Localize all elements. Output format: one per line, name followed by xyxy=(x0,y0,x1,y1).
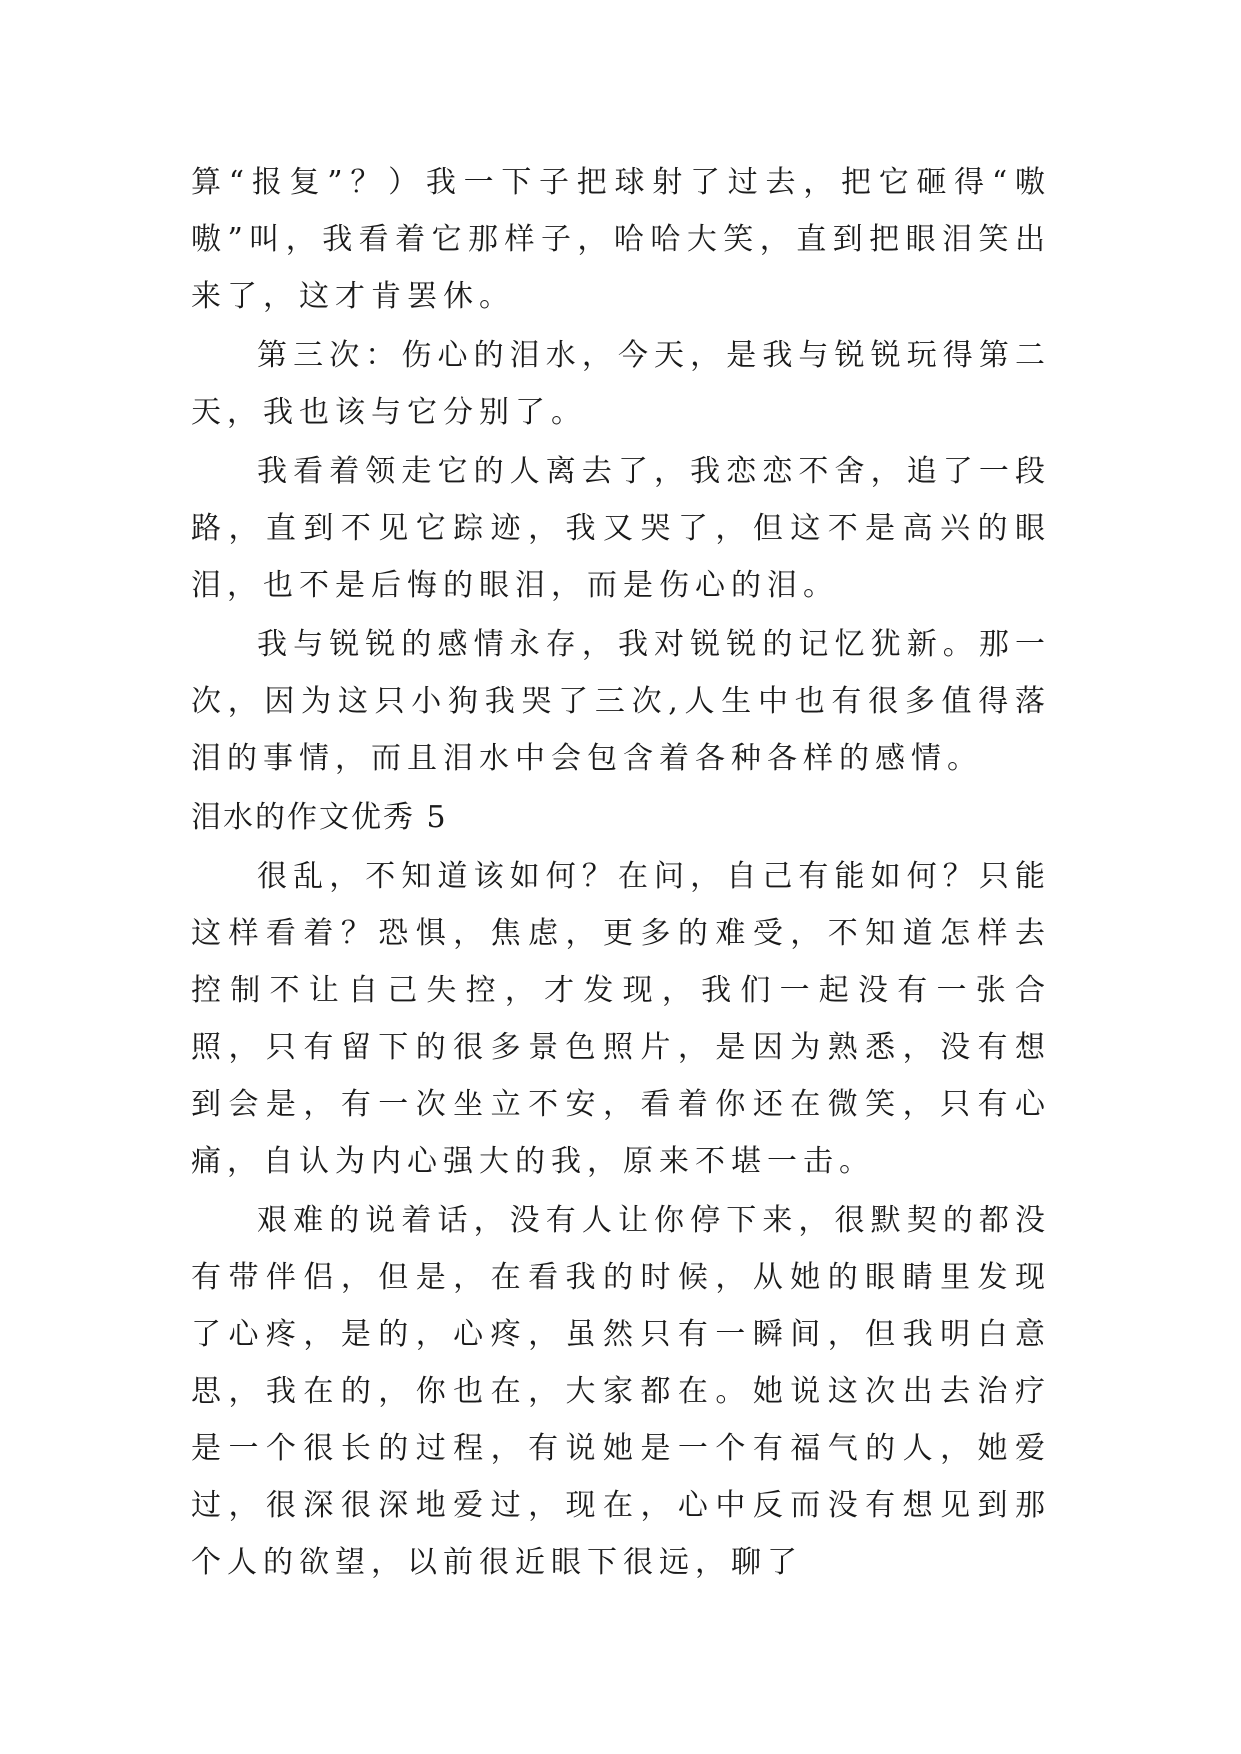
paragraph-continuation: 算“报复”？）我一下子把球射了过去，把它砸得“嗷嗷”叫，我看着它那样子，哈哈大笑，直到把眼泪笑出来了，这才肯罢休。 xyxy=(191,165,1051,314)
paragraph-confusion: 很乱，不知道该如何？在问，自己有能如何？只能这样看着？恐惧，焦虑，更多的难受，不知道怎样去控制不让自己失控，才发现，我们一起没有一张合照，只有留下的很多景色照片，是因为熟悉，没有想到会是，有一次坐立不安，看着你还在微笑，只有心痛，自认为内心强大的我，原来不堪一击。 xyxy=(191,859,1051,1179)
paragraph-conversation: 艰难的说着话，没有人让你停下来，很默契的都没有带伴侣，但是，在看我的时候，从她的眼睛里发现了心疼，是的，心疼，虽然只有一瞬间，但我明白意思，我在的，你也在，大家都在。她说这次出去治疗是一个很长的过程，有说她是一个有福气的人，她爱过，很深很深地爱过，现在，心中反而没有想见到那个人的欲望，以前很近眼下很远，聊了 xyxy=(191,1203,1051,1580)
section-heading: 泪水的作文优秀 5 xyxy=(191,800,448,835)
document-body xyxy=(191,154,1051,1593)
paragraph-third-time: 第三次：伤心的泪水，今天，是我与锐锐玩得第二天，我也该与它分别了。 xyxy=(191,338,1051,430)
paragraph-conclusion: 我与锐锐的感情永存，我对锐锐的记忆犹新。那一次，因为这只小狗我哭了三次,人生中也有很多值得落泪的事情，而且泪水中会包含着各种各样的感情。 xyxy=(191,627,1051,776)
paragraph-farewell: 我看着领走它的人离去了，我恋恋不舍，追了一段路，直到不见它踪迹，我又哭了，但这不是高兴的眼泪，也不是后悔的眼泪，而是伤心的泪。 xyxy=(191,454,1051,603)
